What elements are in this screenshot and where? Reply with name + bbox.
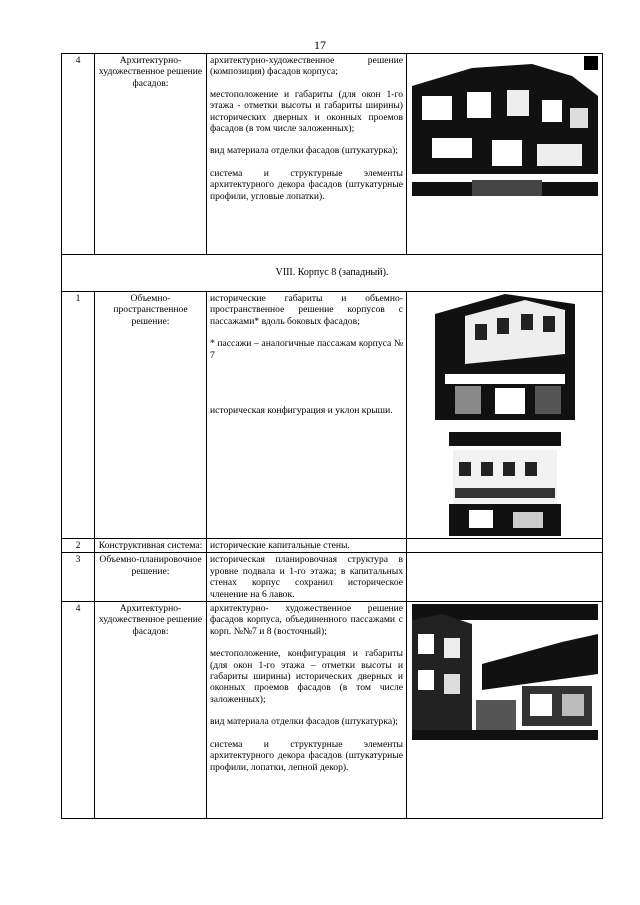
- page-number: 17: [314, 38, 326, 52]
- table-row: [62, 54, 603, 255]
- table-row: [62, 553, 603, 602]
- row-description: [207, 553, 407, 602]
- building-facade-photo: [412, 56, 598, 196]
- table-row: [62, 539, 603, 553]
- description-paragraph: система и структурные элементы архитектурного декора фасадов (штукатурные профили, угловые лопатки).: [210, 167, 403, 202]
- row-title: Архитектурно-художественное решение фасадов:: [95, 602, 207, 819]
- row-title: Архитектурно-художественное решение фасадов:: [95, 54, 207, 255]
- section-title: VIII. Корпус 8 (западный).: [62, 255, 603, 292]
- photo-cell: [407, 553, 603, 602]
- shopping-arcade-photo: [412, 604, 598, 740]
- description-paragraph: вид материала отделки фасадов (штукатурка);: [210, 145, 398, 157]
- row-number: 3: [62, 553, 95, 602]
- description-paragraph: историческая планировочная структура в уровне подвала и 1-го этажа; в капитальных стенах корпус сохранил историческое членение на 6 лавок.: [210, 554, 403, 600]
- description-paragraph: историческая конфигурация и уклон крыши.: [210, 405, 393, 417]
- table-row: [62, 602, 603, 819]
- description-paragraph: местоположение, конфигурация и габариты (для окон 1-го этажа – отметки высоты и габариты ширины) исторических дверных и оконных проемов фасадов (в том числе заложенных);: [210, 648, 403, 705]
- building-photo-2: [449, 432, 561, 536]
- photo-cell: [407, 602, 603, 819]
- photo-cell: [407, 539, 603, 553]
- protected-features-table: [61, 53, 603, 819]
- row-number: 1: [62, 292, 95, 539]
- row-description: [207, 539, 407, 553]
- description-paragraph: местоположение и габариты (для окон 1-го этажа - отметки высоты и габариты ширины) исторических дверных и оконных проемов фасадов (в том числе заложенных);: [210, 88, 403, 135]
- row-description: [207, 54, 407, 255]
- row-title: Объемно-планировочное решение:: [95, 553, 207, 602]
- row-number: 4: [62, 54, 95, 255]
- row-number: 4: [62, 602, 95, 819]
- row-description: [207, 602, 407, 819]
- description-paragraph: архитектурно- художественное решение фасадов корпуса, объединенного пассажами с корп. №№7 и 8 (восточный);: [210, 603, 403, 637]
- section-header-row: [62, 255, 603, 292]
- description-paragraph: вид материала отделки фасадов (штукатурка);: [210, 716, 398, 728]
- row-description: [207, 292, 407, 539]
- building-photo-1: [435, 294, 575, 420]
- row-number: 2: [62, 539, 95, 553]
- description-paragraph: исторические капитальные стены.: [210, 540, 350, 551]
- photo-cell: [407, 292, 603, 539]
- description-paragraph: исторические габариты и объемно-пространственное решение корпусов с пассажами* вдоль боковых фасадов;: [210, 293, 403, 327]
- description-paragraph: архитектурно-художественное решение (композиция) фасадов корпуса;: [210, 55, 403, 78]
- row-title: Объемно-пространственное решение:: [95, 292, 207, 539]
- description-paragraph: * пассажи – аналогичные пассажам корпуса № 7: [210, 338, 403, 361]
- row-title: Конструктивная система:: [95, 539, 207, 553]
- photo-cell: [407, 54, 603, 255]
- table-row: [62, 292, 603, 539]
- description-paragraph: система и структурные элементы архитектурного декора фасадов (штукатурные профили, лопатки, лепной декор).: [210, 738, 403, 773]
